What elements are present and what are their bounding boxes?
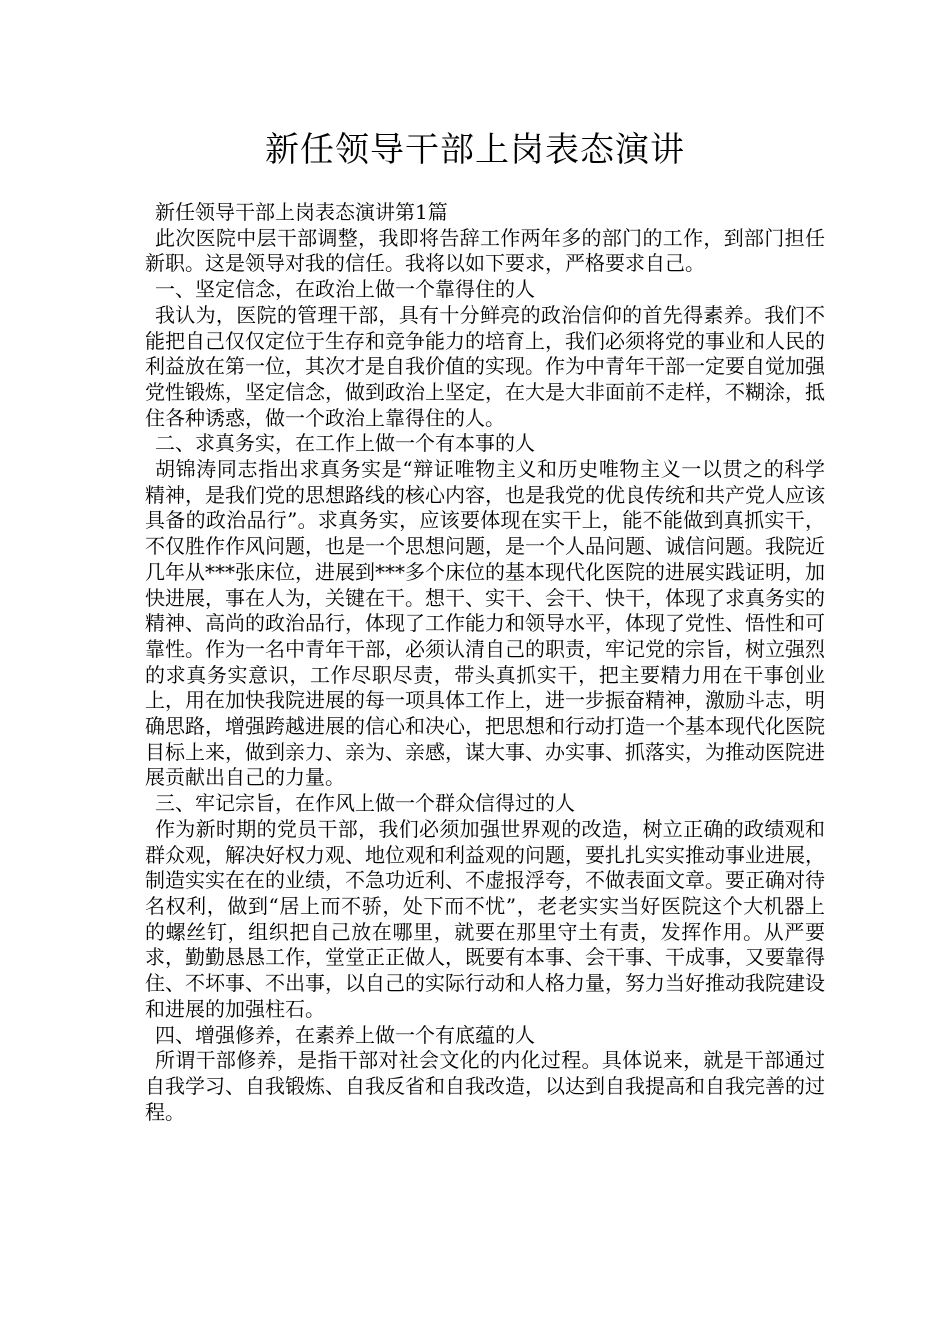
section-heading: 一、坚定信念，在政治上做一个靠得住的人	[155, 277, 535, 302]
document-body	[145, 200, 825, 1125]
paragraph: 所谓干部修养，是指干部对社会文化的内化过程。具体说来，就是干部通过自我学习、自我锻炼、自我反省和自我改造，以达到自我提高和自我完善的过程。	[145, 1048, 825, 1124]
paragraph: 作为新时期的党员干部，我们必须加强世界观的改造，树立正确的政绩观和群众观，解决好权力观、地位观和利益观的问题，要扎扎实实推动事业进展，制造实实在在的业绩，不急功近利、不虚报浮夸，不做表面文章。要正确对待名权利，做到“居上而不骄，处下而不忧”，老老实实当好医院这个大机器上的螺丝钉，组织把自己放在哪里，就要在那里守土有责，发挥作用。从严要求，勤勤恳恳工作，堂堂正正做人，既要有本事、会干事、干成事，又要靠得住、不坏事、不出事，以自己的实际行动和人格力量，努力当好推动我院建设和进展的加强柱石。	[145, 816, 825, 1021]
section-heading: 三、牢记宗旨，在作风上做一个群众信得过的人	[155, 791, 575, 816]
section-heading: 四、增强修养，在素养上做一个有底蕴的人	[155, 1022, 535, 1047]
paragraph: 我认为，医院的管理干部，具有十分鲜亮的政治信仰的首先得素养。我们不能把自己仅仅定位于生存和竞争能力的培育上，我们必须将党的事业和人民的利益放在第一位，其次才是自我价值的实现。作为中青年干部一定要自觉加强党性锻炼，坚定信念，做到政治上坚定，在大是大非面前不走样，不糊涂，抵住各种诱惑，做一个政治上靠得住的人。	[145, 302, 825, 430]
paragraph: 胡锦涛同志指出求真务实是“辩证唯物主义和历史唯物主义一以贯之的科学精神，是我们党的思想路线的核心内容，也是我党的优良传统和共产党人应该具备的政治品行”。求真务实，应该要体现在实干上，能不能做到真抓实干，不仅胜作作风问题，也是一个思想问题，是一个人品问题、诚信问题。我院近几年从***张床位，进展到***多个床位的基本现代化医院的进展实践证明，加快进展，事在人为，关键在干。想干、实干、会干、快干，体现了求真务实的精神、高尚的政治品行，体现了工作能力和领导水平，体现了党性、悟性和可靠性。作为一名中青年干部，必须认清自己的职责，牢记党的宗旨，树立强烈的求真务实意识，工作尽职尽责，带头真抓实干，把主要精力用在干事创业上，用在加快我院进展的每一项具体工作上，进一步振奋精神，激励斗志，明确思路，增强跨越进展的信心和决心，把思想和行动打造一个基本现代化医院目标上来，做到亲力、亲为、亲感，谋大事、办实事、抓落实，为推动医院进展贡献出自己的力量。	[145, 457, 825, 790]
document-title: 新任领导干部上岗表态演讲	[265, 130, 685, 170]
section-heading: 二、求真务实，在工作上做一个有本事的人	[155, 431, 535, 456]
section-heading: 新任领导干部上岗表态演讲第1篇	[155, 200, 448, 224]
paragraph: 此次医院中层干部调整，我即将告辞工作两年多的部门的工作，到部门担任新职。这是领导对我的信任。我将以如下要求，严格要求自己。	[145, 225, 825, 276]
